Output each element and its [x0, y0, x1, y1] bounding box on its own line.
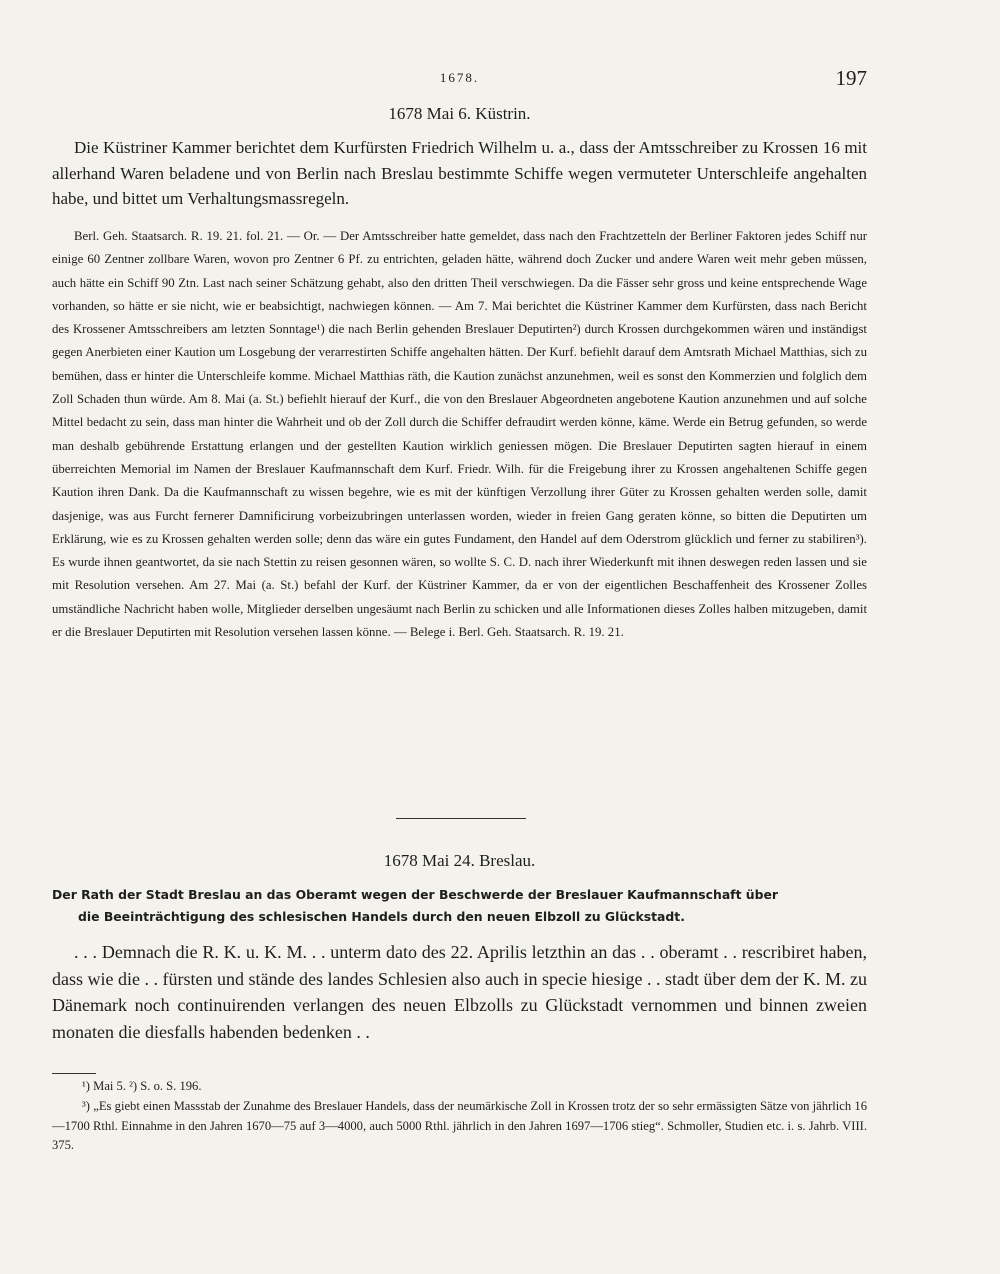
footnote-3-text: „Es giebt einen Massstab der Zunahme des Breslauer Handels, dass der neumärkische Zoll in Krossen trotz der so sehr ermässigten Sätze von jährlich 16—1700 Rthl. Einnahme in den Jahren 1670—75 auf 3—4000, auch 5000 Rthl. jährlich in den Jahren 1697—1706 stieg“. Schmoller, Studien etc. i. s. Jahrb. VIII. 375.: [52, 1099, 867, 1152]
entry-1-summary: Die Küstriner Kammer berichtet dem Kurfürsten Friedrich Wilhelm u. a., dass der Amtsschreiber zu Krossen 16 mit allerhand Waren beladene und von Berlin nach Breslau bestimmte Schiffe wegen vermuteter Unterschleife angehalten habe, und bittet um Verhaltungsmassregeln.: [52, 138, 867, 208]
entry-2-summary-line-1: Der Rath der Stadt Breslau an das Oberamt wegen der Beschwerde der Breslauer Kaufmannschaft über: [52, 887, 779, 902]
running-header-year: 1678.: [439, 70, 480, 85]
entry-1-heading: 1678 Mai 6. Küstrin.: [388, 104, 531, 123]
entry-2-heading: 1678 Mai 24. Breslau.: [383, 851, 536, 870]
entry-1-notes: [52, 225, 867, 644]
footnote-3-mark: ³): [82, 1099, 90, 1113]
entry-1-notes-text: Berl. Geh. Staatsarch. R. 19. 21. fol. 21. — Or. — Der Amtsschreiber hatte gemeldet, dass nach den Frachtzetteln der Berliner Faktoren jedes Schiff nur einige 60 Zentner zollbare Waren, wovon pro Zentner 6 Pf. zu entrichten, geladen hätte, während doch Zucker und andere Waren weit mehr geben müssen, auch hätte ein Schiff 90 Ztn. Last nach seiner Schätzung gehabt, also den dritten Theil verschwiegen. Da die Fässer sehr gross und keine entsprechende Wage vorhanden, so hätte er sie nicht, wie er beabsichtigt, nachwiegen können. — Am 7. Mai berichtet die Küstriner Kammer dem Kurfürsten, dass nach Bericht des Krossener Amtsschreibers am letzten Sonntage¹) die nach Berlin gehenden Breslauer Deputirten²) durch Krossen durchgekommen wären und inständigst gegen Anerbieten einer Kaution um Losgebung der verarrestirten Schiffe angehalten hätten. Der Kurf. befiehlt darauf dem Amtsrath Michael Matthias, sich zu bemühen, dass er hinter die Unterschleife komme. Michael Matthias räth, die Kaution zunächst anzunehmen, weil es sonst den Kommerzien und folglich dem Zoll Schaden thun würde. Am 8. Mai (a. St.) befiehlt hierauf der Kurf., die von den Breslauer Abgeordneten angebotene Kaution anzunehmen und auf solche Mittel bedacht zu sein, dass man hinter die Wahrheit und ob der Zoll durch die Schiffer defraudirt werden könne, käme. Werde ein Betrug gefunden, so werde man deshalb gebührende Erstattung erlangen und der gestellten Kaution wirklich geniessen mögen. Die Breslauer Deputirten sagten hierauf in einem überreichten Memorial im Namen der Breslauer Kaufmannschaft dem Kurf. Friedr. Wilh. für die Freigebung ihrer zu Krossen angehaltenen Schiffe gegen Kaution ihren Dank. Da die Kaufmannschaft zu wissen begehre, wie es mit der künftigen Verzollung ihrer Güter zu Krossen gehalten werden solle, damit dasjenige, was aus Furcht fernerer Damnificirung vorbeizubringen unterlassen worden, wieder in freien Gang geraten könne, so bitten die Deputirten um Erklärung, wie es zu Krossen gehalten werden solle; denn das wäre ein gutes Fundament, den Handel auf dem Oderstrom glücklich und ferner zu stabiliren³). Es wurde ihnen geantwortet, da sie nach Stettin zu reisen gesonnen wären, so wollte S. C. D. nach ihrer Wiederkunft mit ihnen deswegen reden lassen und sie mit Resolution versehen. Am 27. Mai (a. St.) befahl der Kurf. der Küstriner Kammer, da er von der eigentlichen Beschaffenheit des Krossener Zolles umständliche Nachricht haben wolle, Mitglieder derselben ungesäumt nach Berlin zu schicken und alle Informationen dieses Zolles halben mitzugeben, damit er die Breslauer Deputirten mit Resolution versehen lassen könne. — Belege i. Berl. Geh. Staatsarch. R. 19. 21.: [52, 229, 867, 640]
page-number: 197: [835, 66, 867, 90]
running-header: [52, 66, 867, 90]
footnote-3: [52, 1097, 867, 1156]
section-divider: [396, 818, 526, 819]
entry-2-summary-line-2: die Beeinträchtigung des schlesischen Handels durch den neuen Elbzoll zu Glückstadt.: [78, 909, 685, 924]
entry-2-document-text: . . . Demnach die R. K. u. K. M. . . unterm dato des 22. Aprilis letzthin an das . . oberamt . . rescribiret haben, dass wie die . . fürsten und stände des landes Schlesien also auch in specie hiesige . . stadt über dem der K. M. zu Dänemark noch continuirenden verlangen des neuen Elbzolls zu Glückstadt vernommen und binnen zweien monaten die diesfalls habenden bedenken . .: [52, 942, 867, 1042]
footnote-rule: [52, 1073, 96, 1074]
entry-2-summary: [52, 884, 867, 928]
footnote-1-2: ¹) Mai 5. ²) S. o. S. 196.: [82, 1079, 202, 1093]
